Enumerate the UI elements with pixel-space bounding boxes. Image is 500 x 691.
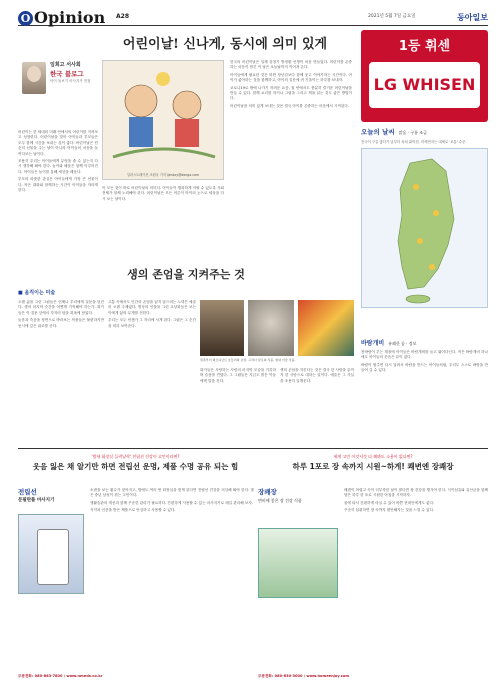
paragraph: 조용히 우리는 아이들에게 무엇을 줄 수 있는지 다시 생각해 봐야 한다. 놀이와 배움은 함께 이루어진다. 아이들은 놀이를 통해 세상을 배운다. [18,158,98,174]
issue-date: 2021년 5월 7일 금요일 [368,14,416,19]
product-image [258,528,338,598]
paragraph: 어린이날을 의미 있게 보내는 것은 결국 아이를 존중하는 마음에서 시작된다. [230,103,350,108]
left-ad-headline[interactable]: 웃음 잃은 채 알기만 하면 전립선 운명, 제품 수명 공유 되는 힘 [32,462,239,471]
column-body-a [18,130,98,250]
masthead: 동아일보 [457,12,488,22]
author-photo [22,62,46,94]
ad-copy [344,488,488,672]
product-image [18,514,84,594]
side-subtitle: 유쾌한 꿈 · 정보 [388,341,417,346]
weather-title [361,128,488,137]
ad-copy [90,488,254,688]
ad-brand-logo: LG WHISEN [369,62,480,108]
author-byline [18,62,98,120]
paragraph: 고통 속에서도 인간의 존엄을 잃지 않으려는 노력은 예술의 오랜 주제였다. 병상의 인물을 그린 초상화들은 보는 이에게 삶의 무게를 전한다. [108,300,196,315]
left-ad-kicker: '밤새 화장실 들락날락' 전립선 건강이 고민이라면? [91,454,180,459]
lg-whisen-ad[interactable] [361,30,488,122]
paragraph: 봄바람이 부는 계절에 아이들은 바람개비를 들고 뛰어다닌다. 작은 바람개비 하나에도 아이들의 웃음은 끝이 없다. [361,350,488,360]
article-body-b [108,300,196,440]
paragraph: 배변이 어렵고 속이 더부룩한 날이 많다면 장 건강을 챙겨야 한다. 식이섬유와 유산균을 함께 담은 하루 한 포로 시원한 아침을 시작하자. [344,488,488,498]
column-body-c [230,60,352,250]
weather-description: 전국이 구름 많다가 낮부터 차차 맑아짐. 미세먼지는 대체로 '보통' 수준. [361,139,467,144]
paragraph: 늙음과 죽음을 정면으로 바라보는 작품들은 불편하지만 동시에 깊은 위로를 준다. [18,318,104,328]
paragraph: 이 모든 것이 바로 어린이날의 의미다. 아이들이 행복하게 자랄 수 있도록 사회 전체가 함께 노력해야 한다. 어린이날은 모든 어른이 아이의 눈으로 세상을 다시 보는 날이다. [102,186,224,201]
paragraph: 식약처 인증을 받은 제품으로 안심하고 사용할 수 있다. [90,508,176,513]
paragraph: 소변을 보는 횟수가 잦아지고, 밤에도 여러 번 화장실을 찾게 된다면 전립선 건강을 의심해 봐야 한다. 많은 중년 남성이 겪는 고민이다. [90,488,254,498]
ad-brand: 장쾌장 [258,488,277,496]
article-body-c [200,368,276,440]
article-body-a [18,300,104,440]
advertorial-headers [18,454,488,484]
column-illustration [102,60,224,180]
side-column-title [361,340,488,348]
paragraph: 한국의 어린이날은 일제 강점기 방정환 선생이 처음 만들었다. 어린이를 존중하는 마음이 담긴 이 날은 오늘날까지 이어져 온다. [230,60,352,70]
paragraph: 코로나19로 밖에 나가기 어려운 요즘, 집 안에서도 충분히 즐거운 어린이날을 만들 수 있다. 함께 요리를 하거나 그림을 그리고 책을 읽는 것도 좋은 방법이다. [230,85,352,101]
paragraph: 어린이는 한 세대의 미래 안에서의 어린이를 지켜보고 성장한다. 어린이날을 맞아 아이들과 부모들은 모두 함께 시간을 보내는 것이 좋다. 어린이날은 단순히 선물을 주는 날이 아니라 아이들의 마음을 들여다보는 날이다. [18,130,98,156]
painting-3 [298,300,354,356]
artwork-gallery [200,300,354,362]
painting-2 [248,300,294,356]
gut-health-ad[interactable] [258,488,488,688]
right-ad-headline[interactable]: 하루 1포로 장 속까지 시원~하게! 쾌변엔 장쾌장 [292,462,454,471]
page-number: A28 [116,13,129,20]
paragraph: 꾸준히 섭취하면 장 속까지 편안해지는 것을 느낄 수 있다. [344,508,435,513]
ad-product-name: 문필탄플 마사지기 [18,498,55,503]
weather-map [361,148,488,308]
article-kicker: ■ 움직이는 미술 [18,290,56,296]
article-body-d [280,368,354,440]
right-ad-kicker: 세계 고민 이것저것 다 해봐도 소용이 없다면? [333,454,413,459]
paragraph: 우리는 모두 언젠가 그 자리에 서게 된다. 그림은 그 순간을 미리 보여준다. [108,318,196,328]
section-title [18,10,105,26]
article-headline: 생의 존엄을 지켜주는 것 [127,268,245,281]
korea-map-icon [362,149,489,309]
section-initial: O [18,11,33,26]
paragraph: 바람이 멈추면 다시 달려서 바람을 만드는 아이들처럼, 우리도 스스로 바람을 만들어 갈 수 있다. [361,362,488,373]
illustration-caption: 일러스트레이션 조원국 기자 ljenkzy@donga.com [126,172,200,177]
author-subtitle: 아이 돌보기 마사지사 전집 [50,79,91,83]
paragraph: 화가들은 사랑하는 사람의 마지막 모습을 기록하며 슬픔을 견뎠다. 그 그림들은 지금도 많은 이들에게 말을 건다. [200,368,276,383]
column-headline: 어린이날! 신나게, 동시에 의미 있게 [122,37,328,52]
ad-brand: 전립선 [18,488,37,496]
section-label: Opinion [34,8,106,27]
side-heading: 바람개비 [361,340,385,347]
section-divider [18,448,488,449]
illustration-drawing [103,61,224,171]
paragraph: 물에 타서 간편하게 마실 수 있어 바쁜 현대인에게도 좋다. [344,500,435,505]
paragraph: 생의 존엄을 지킨다는 것은 결국 한 사람을 끝까지 한 사람으로 대하는 일이다. 예술은 그 사실을 조용히 일깨운다. [280,368,354,383]
prostate-ad[interactable] [18,488,254,688]
side-column [361,340,488,440]
paragraph: 오랜 삶을 그린 그림들은 언제나 우리에게 질문을 던진다. 생의 마지막 순간을 어떻게 기억해야 하는가. 화가들은 이 질문 앞에서 각자의 답을 화폭에 담았다. [18,300,104,315]
paragraph: 부모의 따뜻한 관심은 아이들에게 가장 큰 선물이다. 작은 대화와 함께하는 시간이 아이들을 자라게 한다. [18,177,98,192]
weather-subtitle: 맑음 · 구름 조금 [398,130,427,135]
weather-heading: 오늘의 날씨 [361,128,395,136]
page-header [18,10,488,26]
paragraph: 아이들에게 필요한 것은 비싼 장난감보다 함께 웃고 이야기하는 시간이다. 아이가 좋아하는 것을 함께하고, 아이의 질문에 귀 기울이는 하루를 보내자. [230,72,352,83]
ad-slogan: 1등 휘센 [398,39,451,54]
column-body-b [102,186,224,250]
paragraph: 생활습관의 개선과 함께 꾸준한 관리가 필요하다. 간편하게 사용할 수 있는 마사지기로 매일 관리해 보자. [90,500,253,505]
weather-panel [361,128,488,328]
ad-product-name: 변비에 좋은 장 건강 식품 [258,498,302,503]
author-name: 임희고 서사회 [50,62,81,68]
author-title: 한국 블로그 [50,70,84,78]
painting-1 [200,300,244,356]
order-phone[interactable]: 주문전화: 080-830-3000 / www.homeenjoy.com [258,674,350,678]
order-phone[interactable]: 주문전화: 080-863-7800 / www.nmeds.co.kr [18,674,103,678]
artwork-caption: 왼쪽부터 페르디난트 호들러의 초상, 프리다 칼로의 작품, 현대 미술 작품. [200,358,296,362]
